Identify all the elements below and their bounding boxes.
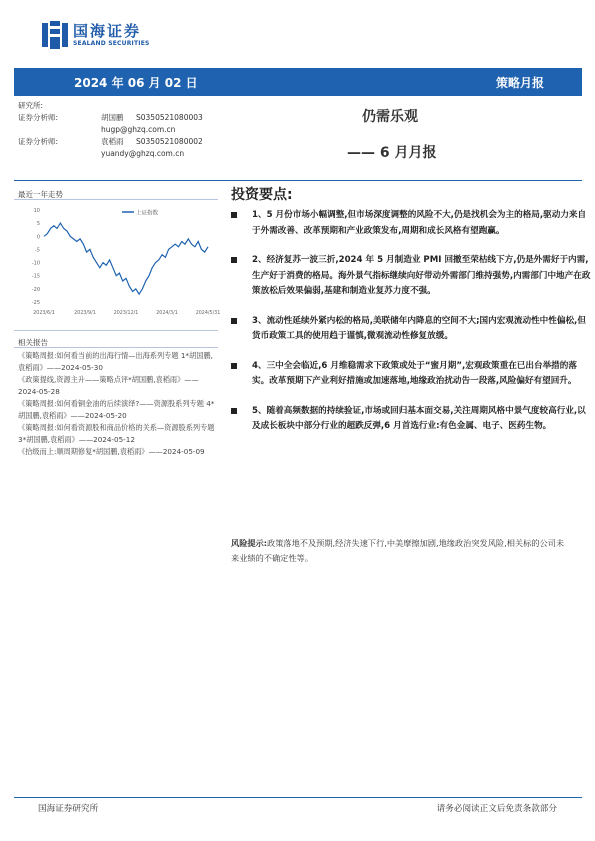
investment-point-text: 5、随着高频数据的持续验证,市场或回归基本面交易,关注周期风格中景气度较高行业,以及成长板块中部分行业的超跌反弹,6 月首选行业:有色金属、电子、医药生物。 — [252, 405, 586, 431]
footer-disclaimer: 请务必阅读正文后免责条款部分 — [436, 804, 557, 814]
company-name-en: SEALAND SECURITIES — [73, 39, 150, 47]
chart-y-tick-label: -10 — [31, 260, 40, 267]
risk-warning-label: 风险提示: — [231, 538, 268, 548]
chart-x-tick-label: 2023/9/1 — [74, 311, 96, 316]
chart-y-tick-label: -5 — [35, 247, 40, 254]
trend-chart — [18, 200, 221, 322]
investment-point-text: 4、三中全会临近,6 月维稳需求下政策或处于“蜜月期”,宏观政策重在已出台举措的落实。改革预期下产业利好措施或加速落地,地缘政治扰动告一段落,风险偏好有望回升。 — [252, 360, 577, 386]
related-report-item[interactable]: 《政策提线,资源主升——策略点评*胡国鹏,袁稻雨》——2024-05-28 — [18, 375, 199, 396]
square-bullet-icon — [231, 363, 237, 369]
report-type: 策略月报 — [495, 76, 544, 90]
related-report-item[interactable]: 《策略周报:如何看当前的出海行情—出海系列专题 1*胡国鹏,袁稻雨》——2024-05-30 — [18, 351, 213, 372]
investment-points — [231, 208, 591, 449]
analyst-email[interactable]: yuandy@ghzq.com.cn — [101, 149, 185, 158]
related-reports-list — [18, 350, 216, 458]
chart-legend-label: 上证指数 — [136, 210, 159, 217]
risk-warning-text: 政策落地不及预期,经济失速下行,中美摩擦加剧,地缘政治突发风险,相关标的公司未来业绩的不确定性等。 — [231, 538, 565, 563]
analyst-name: 胡国鹏 — [101, 113, 124, 122]
investment-point — [231, 314, 591, 345]
related-report-item[interactable]: 《策略周报:如何看铜金油的后续演绎?——资源股系列专题 4*胡国鹏,袁稻雨》——2024-05-20 — [18, 399, 215, 420]
risk-warning — [231, 536, 566, 565]
sidebar-divider — [14, 347, 218, 348]
research-institute-label: 研究所: — [18, 101, 44, 110]
analyst-code: S0350521080002 — [136, 137, 203, 146]
investment-point-text: 3、流动性延续外紧内松的格局,美联储年内降息的空间不大;国内宏观流动性中性偏松,但货币政策工具的使用趋于谨慎,微观流动性修复放缓。 — [252, 315, 586, 341]
footer-institute: 国海证券研究所 — [38, 804, 99, 814]
investment-point — [231, 208, 591, 239]
related-report-item[interactable]: 《拾级而上:顺周期修复*胡国鹏,袁稻雨》——2024-05-09 — [18, 447, 205, 456]
investment-point — [231, 404, 591, 435]
related-report-item[interactable]: 《策略周报:如何看资源股和商品价格的关系—资源股系列专题 3*胡国鹏,袁稻雨》——2024-05-12 — [18, 423, 215, 444]
report-subtitle: —— 6 月月报 — [347, 145, 437, 161]
analyst-label: 证券分析师: — [18, 113, 59, 122]
investment-highlights-title: 投资要点: — [231, 187, 293, 203]
square-bullet-icon — [231, 408, 237, 414]
report-date: 2024 年 06 月 02 日 — [74, 76, 198, 90]
analyst-name: 袁稻雨 — [101, 137, 124, 146]
chart-x-tick-label: 2023/6/1 — [33, 311, 55, 316]
chart-y-tick-label: -15 — [31, 273, 40, 280]
footer-divider — [14, 797, 582, 798]
chart-x-tick-label: 2023/12/1 — [113, 311, 139, 316]
chart-y-tick-label: 10 — [33, 208, 40, 214]
investment-point — [231, 253, 591, 300]
chart-y-tick-label: 5 — [36, 221, 40, 228]
investment-point-text: 1、5 月份市场小幅调整,但市场深度调整的风险不大,仍是找机会为主的格局,驱动力来自于外需改善、改革预期和产业政策发布,周期和成长风格有望跑赢。 — [252, 210, 587, 236]
investment-point-text: 2、经济复苏一波三折,2024 年 5 月制造业 PMI 回撤至荣枯线下方,仍是外需好于内需,生产好于消费的格局。海外景气指标继续向好带动外需部门维持强势,内需部门中地产在政策放松后效果偏弱,基建和制造业复苏力度不强。 — [252, 255, 591, 296]
company-logo-mark-icon — [42, 21, 68, 49]
square-bullet-icon — [231, 212, 237, 218]
square-bullet-icon — [231, 318, 237, 324]
report-title: 仍需乐观 — [362, 109, 418, 125]
header-banner — [14, 68, 582, 96]
square-bullet-icon — [231, 257, 237, 263]
investment-point — [231, 359, 591, 390]
analyst-code: S0350521080003 — [136, 113, 203, 122]
chart-series-line — [44, 223, 208, 294]
analyst-email[interactable]: hugp@ghzq.com.cn — [101, 125, 176, 134]
chart-y-tick-label: -25 — [31, 300, 40, 306]
trend-chart-title: 最近一年走势 — [18, 190, 63, 199]
chart-y-tick-label: -20 — [31, 286, 40, 293]
chart-x-tick-label: 2024/5/31 — [195, 311, 221, 316]
chart-x-tick-label: 2024/3/1 — [156, 311, 178, 316]
author-block — [18, 100, 248, 160]
related-reports-title: 相关报告 — [18, 338, 48, 347]
analyst-label: 证券分析师: — [18, 137, 59, 146]
header-divider — [14, 180, 582, 181]
sidebar-divider — [14, 330, 218, 331]
company-name-cn: 国海证券 — [73, 21, 142, 40]
chart-y-tick-label: 0 — [36, 234, 40, 241]
company-logo — [42, 20, 150, 50]
